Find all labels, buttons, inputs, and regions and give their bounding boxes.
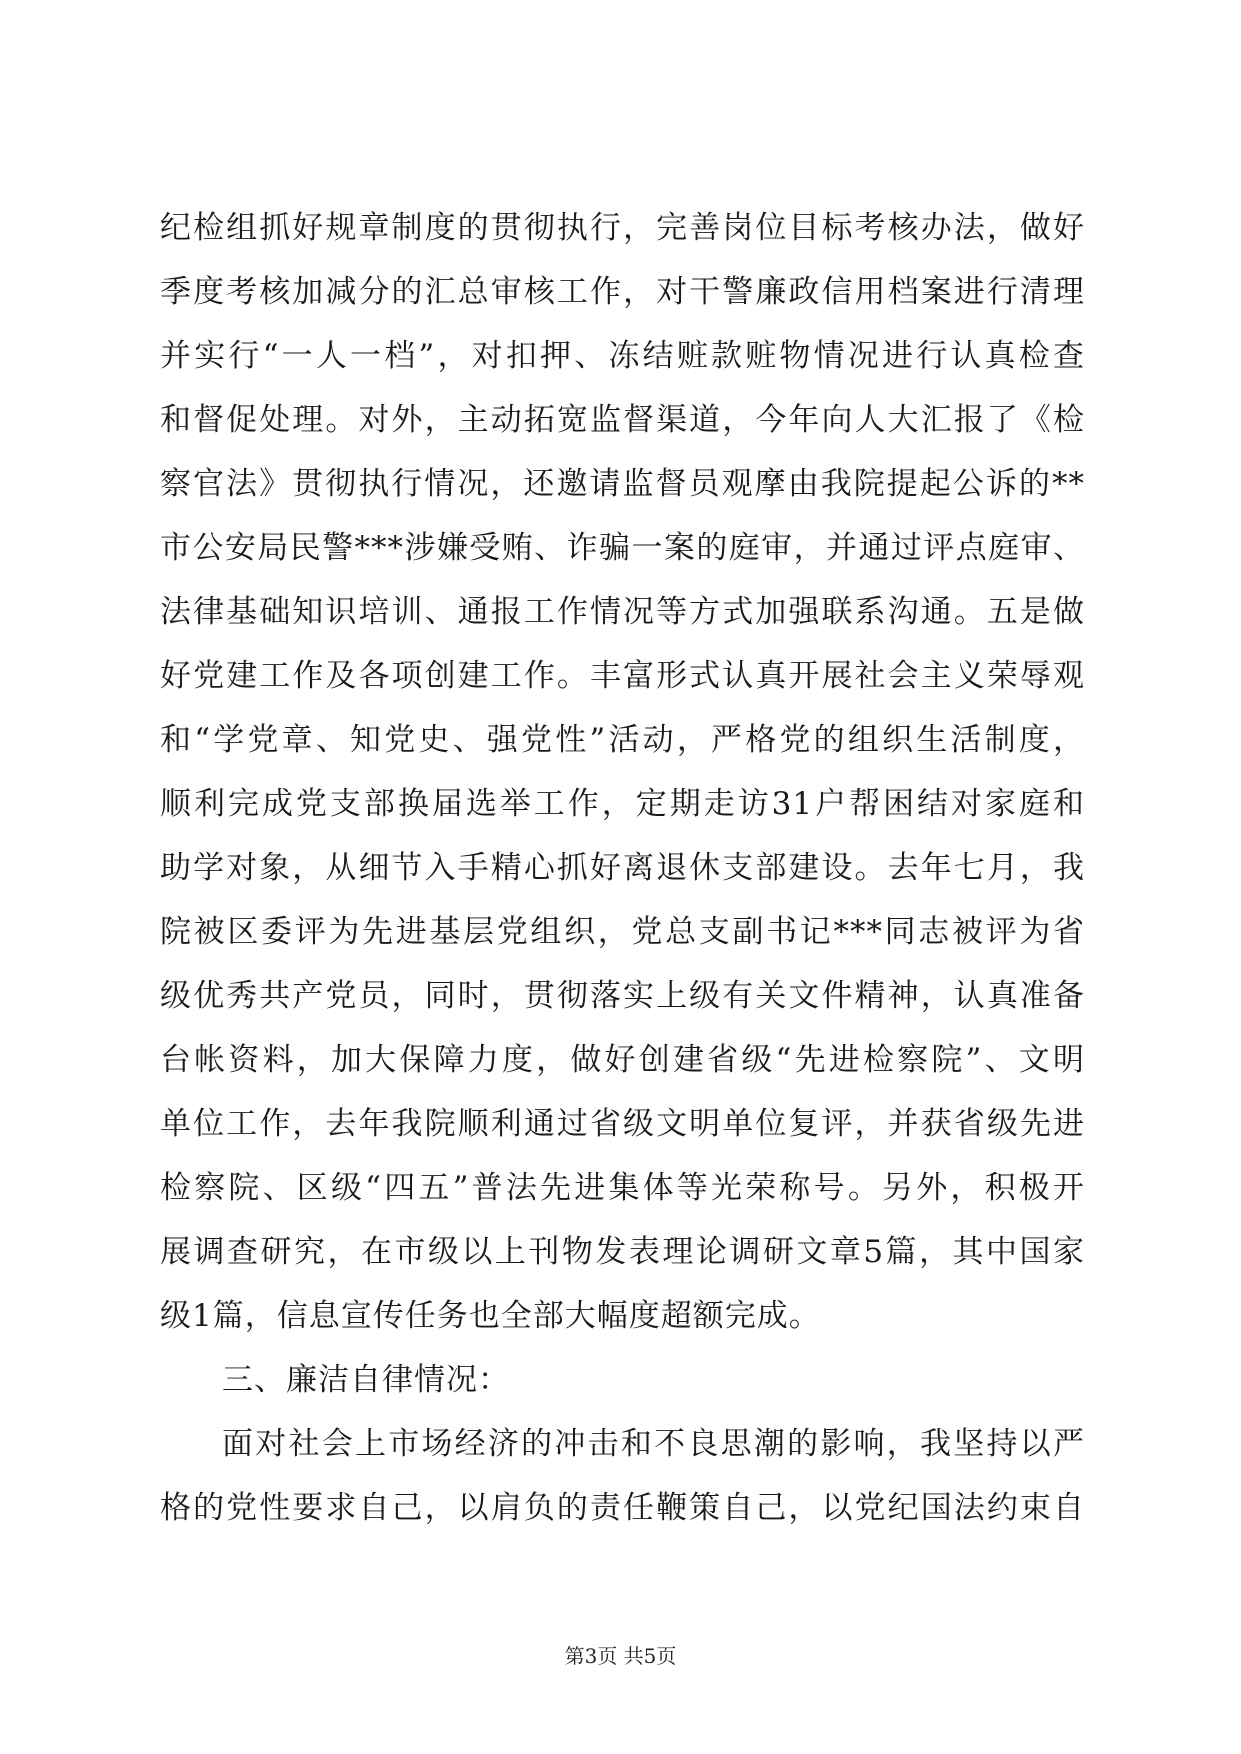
text-line: 和“学党章、知党史、强党性”活动，严格党的组织生活制度， [160,722,1085,758]
text-line: 好党建工作及各项创建工作。丰富形式认真开展社会主义荣辱观 [160,658,1085,694]
text-line: 纪检组抓好规章制度的贯彻执行，完善岗位目标考核办法，做好 [160,210,1085,246]
text-line: 格的党性要求自己，以肩负的责任鞭策自己，以党纪国法约束自 [160,1490,1085,1526]
text-line: 助学对象，从细节入手精心抓好离退休支部建设。去年七月，我 [160,850,1085,886]
text-line: 院被区委评为先进基层党组织，党总支副书记***同志被评为省 [160,914,1085,950]
text-line: 法律基础知识培训、通报工作情况等方式加强联系沟通。五是做 [160,594,1085,630]
text-line: 并实行“一人一档”，对扣押、冻结赃款赃物情况进行认真检查 [160,338,1085,374]
text-line: 察官法》贯彻执行情况，还邀请监督员观摩由我院提起公诉的** [160,466,1085,502]
text-line: 级1篇，信息宣传任务也全部大幅度超额完成。 [160,1298,821,1334]
text-line: 季度考核加减分的汇总审核工作，对干警廉政信用档案进行清理 [160,274,1085,310]
text-line: 顺利完成党支部换届选举工作，定期走访31户帮困结对家庭和 [160,786,1085,822]
body-text [160,196,1085,1540]
text-line: 三、廉洁自律情况： [222,1362,510,1398]
page-footer: 第3页 共5页 [564,1644,677,1668]
text-line: 台帐资料，加大保障力度，做好创建省级“先进检察院”、文明 [160,1042,1085,1078]
text-line: 和督促处理。对外，主动拓宽监督渠道，今年向人大汇报了《检 [160,402,1085,438]
text-line: 级优秀共产党员，同时，贯彻落实上级有关文件精神，认真准备 [160,978,1085,1014]
text-line: 市公安局民警***涉嫌受贿、诈骗一案的庭审，并通过评点庭审、 [160,530,1085,566]
text-line: 检察院、区级“四五”普法先进集体等光荣称号。另外，积极开 [160,1170,1085,1206]
text-line: 展调查研究，在市级以上刊物发表理论调研文章5篇，其中国家 [160,1234,1085,1270]
text-line: 面对社会上市场经济的冲击和不良思潮的影响，我坚持以严 [222,1426,1085,1462]
text-line: 单位工作，去年我院顺利通过省级文明单位复评，并获省级先进 [160,1106,1085,1142]
